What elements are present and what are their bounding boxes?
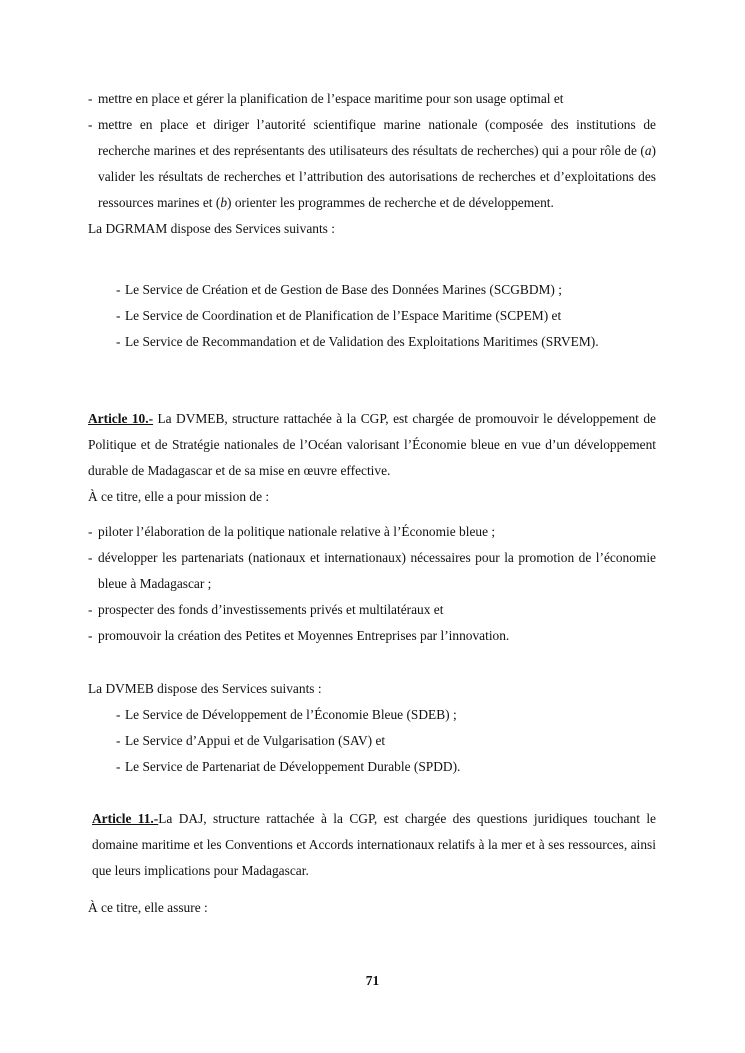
list-item: - Le Service de Recommandation et de Validation des Exploitations Maritimes (SRVEM). xyxy=(116,329,656,355)
article-heading: Article 10.- xyxy=(88,411,154,426)
services-intro: La DGRMAM dispose des Services suivants : xyxy=(88,221,335,236)
page-number: 71 xyxy=(365,973,380,988)
list-item: - promouvoir la création des Petites et Moyennes Entreprises par l’innovation. xyxy=(88,623,656,649)
dgrmam-mission-list xyxy=(88,86,656,242)
dgrmam-services-list xyxy=(88,277,656,355)
article-11-paragraph: Article 11.-La DAJ, structure rattachée à la CGP, est chargée des questions juridiques touchant le domaine maritime et les Conventions et Accords internationaux relatifs à la mer et à ses ressources, ainsi que leurs implications pour Madagascar. xyxy=(92,811,656,878)
list-item: - prospecter des fonds d’investissements privés et multilatéraux et xyxy=(88,597,656,623)
assure-intro: À ce titre, elle assure : xyxy=(88,900,208,915)
list-item: - développer les partenariats (nationaux et internationaux) nécessaires pour la promotion de l’économie bleue à Madagascar ; xyxy=(88,545,656,597)
list-item: - piloter l’élaboration de la politique nationale relative à l’Économie bleue ; xyxy=(88,519,656,545)
services-intro: La DVMEB dispose des Services suivants : xyxy=(88,681,322,696)
list-item: - Le Service d’Appui et de Vulgarisation (SAV) et xyxy=(116,728,656,754)
mission-intro: À ce titre, elle a pour mission de : xyxy=(88,489,270,504)
list-item: - mettre en place et diriger l’autorité scientifique marine nationale (composée des institutions de recherche marines et des représentants des utilisateurs des résultats de recherches) qui a pour rôle de (a) valider les résultats de recherches et l’attribution des autorisations de recherches et d’exploitations des ressources marines et (b) orienter les programmes de recherche et de développement. xyxy=(88,112,656,216)
list-item: - Le Service de Développement de l’Économie Bleue (SDEB) ; xyxy=(116,702,656,728)
article-10-paragraph: Article 10.- La DVMEB, structure rattachée à la CGP, est chargée de promouvoir le développement de Politique et de Stratégie nationales de l’Océan valorisant l’Économie bleue en vue d’un développement durable de Madagascar et de sa mise en œuvre effective. À ce titre, elle a pour mission de : xyxy=(88,406,656,510)
list-item: - Le Service de Partenariat de Développement Durable (SPDD). xyxy=(116,754,656,780)
list-item: - Le Service de Création et de Gestion de Base des Données Marines (SCGBDM) ; xyxy=(116,277,656,303)
list-item: - Le Service de Coordination et de Planification de l’Espace Maritime (SCPEM) et xyxy=(116,303,656,329)
article-heading: Article 11.- xyxy=(92,811,159,826)
list-item: - mettre en place et gérer la planification de l’espace maritime pour son usage optimal et xyxy=(88,86,656,112)
dvmeb-services xyxy=(88,676,656,780)
dvmeb-mission-list xyxy=(88,519,656,649)
